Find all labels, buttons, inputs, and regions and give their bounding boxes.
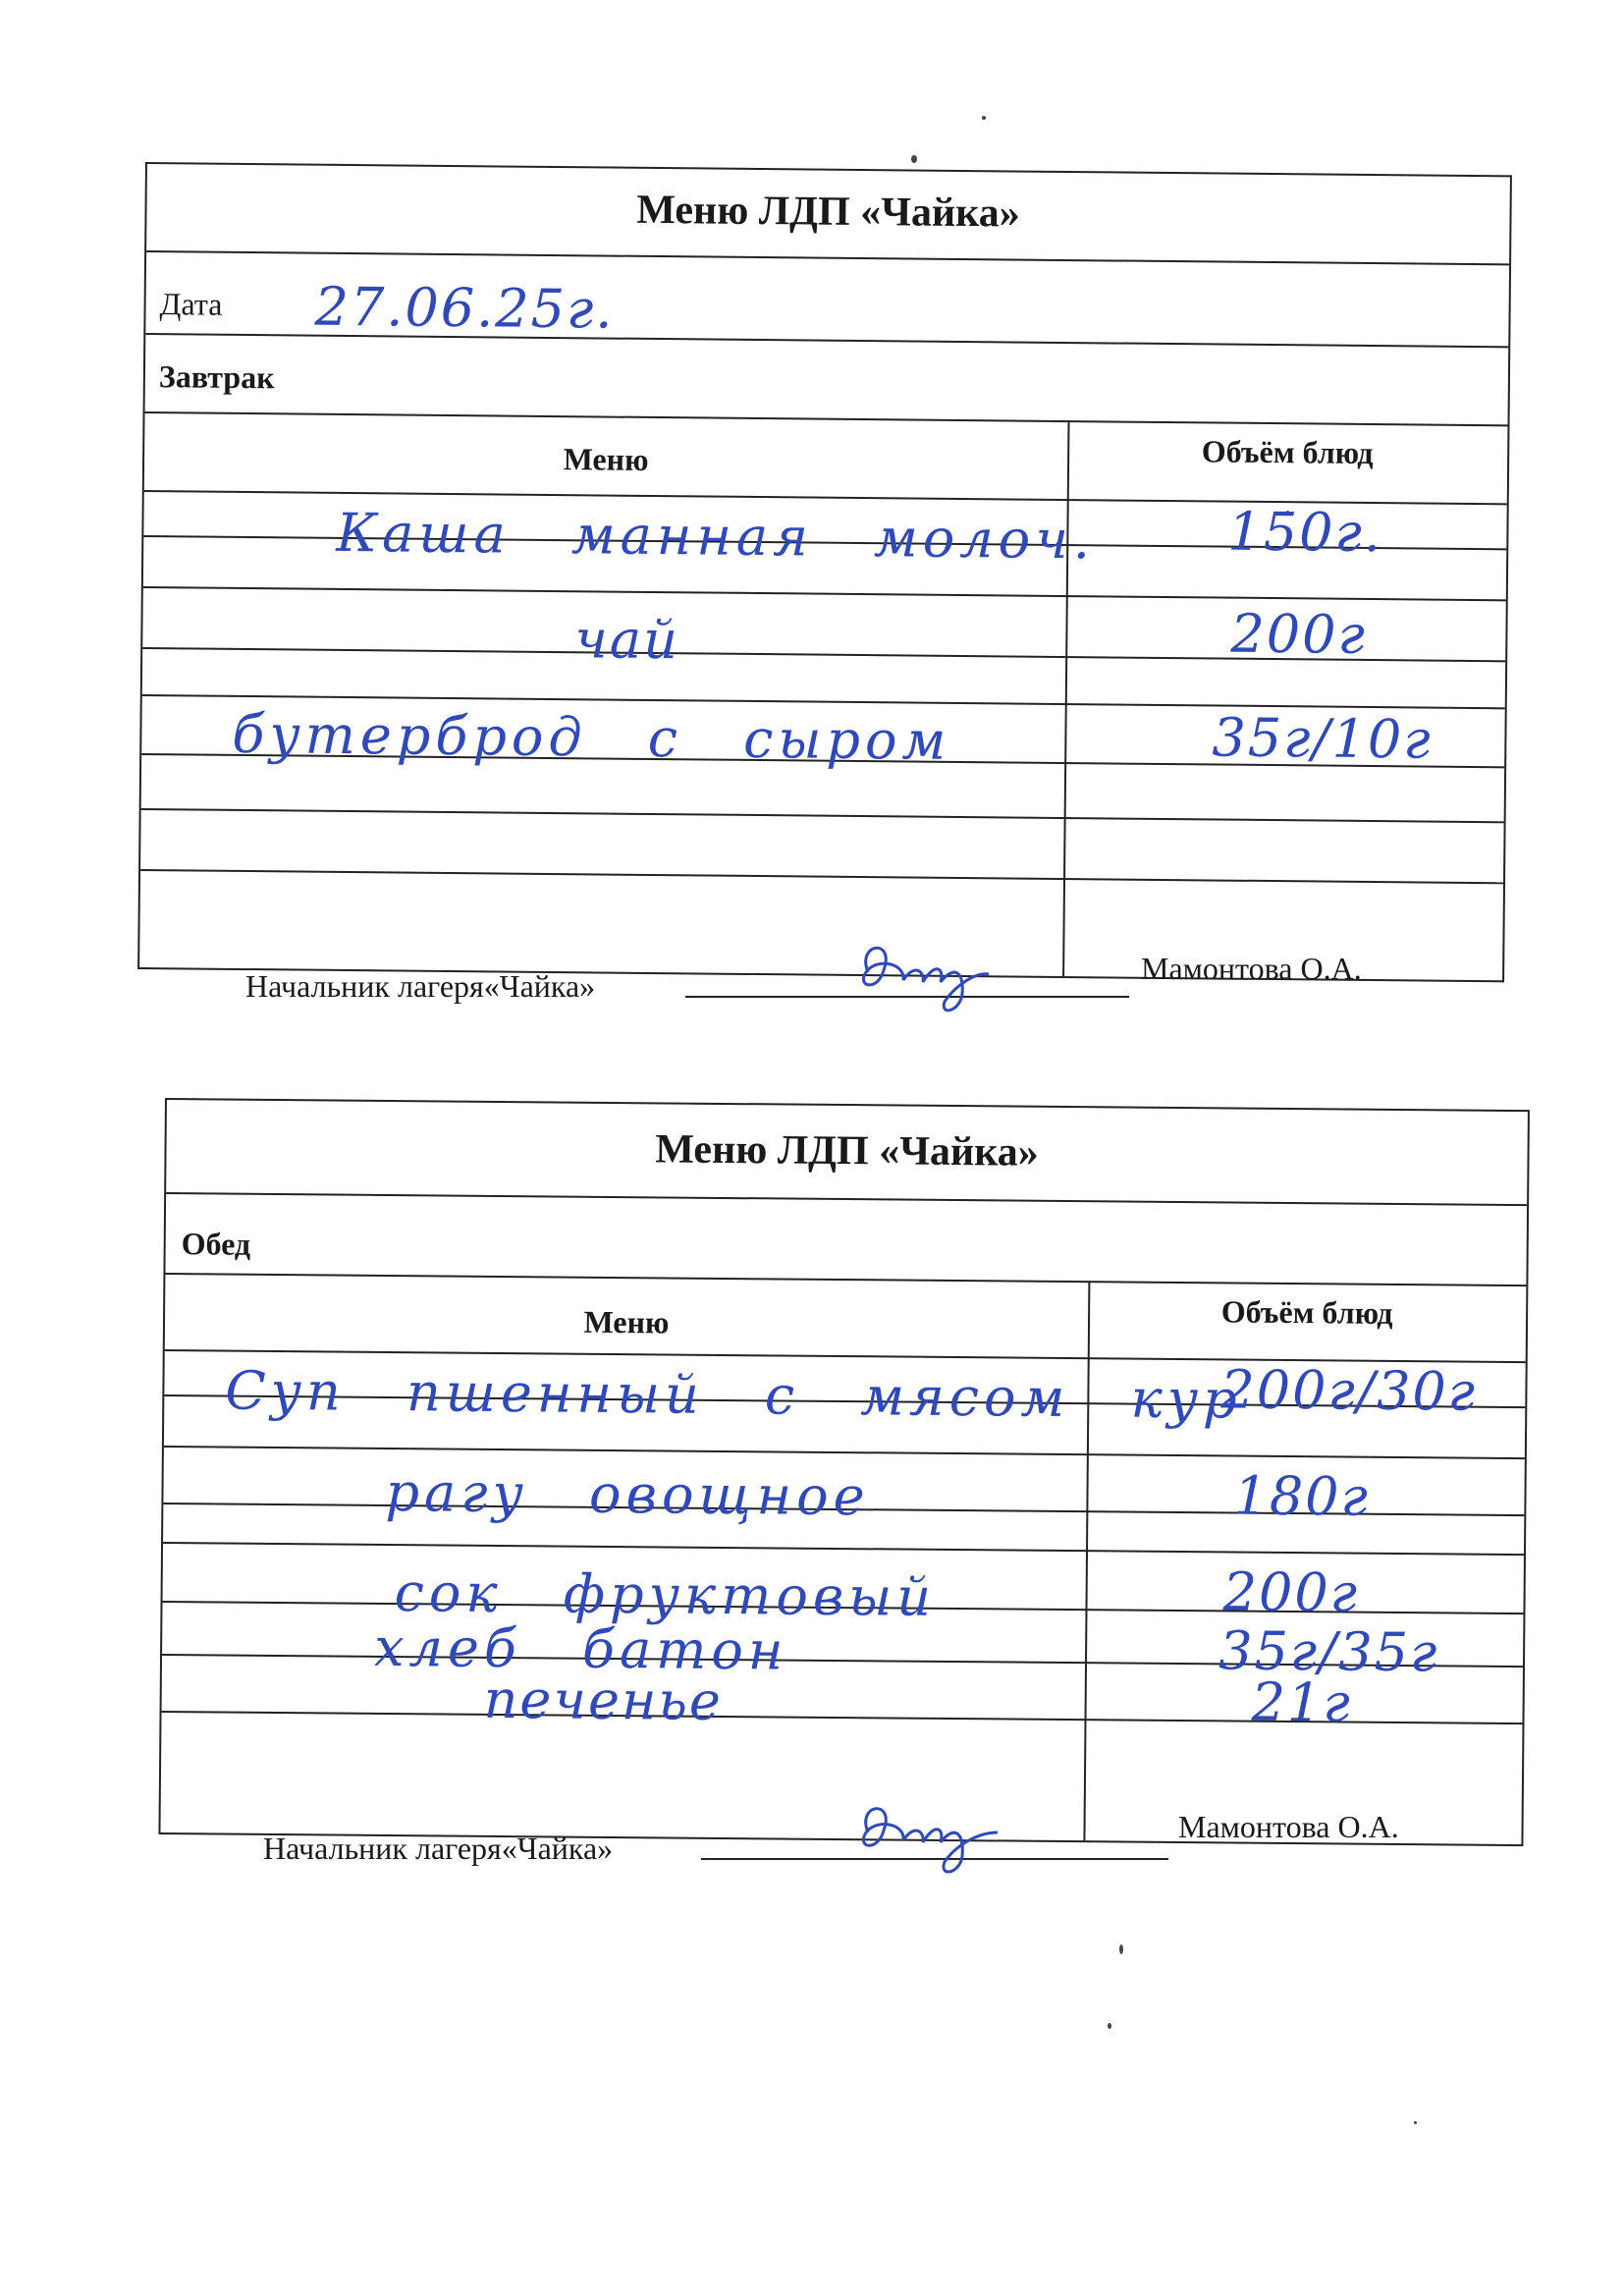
volume-entry: 200г [1222,1560,1360,1624]
row-divider [145,333,1508,348]
dish-entry: Суп пшенный с мясом кур [225,1359,1242,1431]
date-label: Дата [159,286,223,322]
row-divider [165,1273,1526,1286]
scan-speck [1119,1944,1123,1954]
signatory-name: Мамонтова О.А. [1141,951,1362,986]
breakfast-menu-form [137,162,1512,982]
dish-entry: печенье [483,1667,724,1732]
volume-entry: 200г/30г [1220,1358,1478,1423]
volume-entry: 35г/35г [1218,1619,1439,1684]
row-divider [166,1192,1527,1206]
signature-icon [844,1793,1001,1882]
scan-speck [982,116,986,120]
signatory-position: Начальник лагеря«Чайка» [263,1831,614,1866]
column-header-volume: Объём блюд [1220,1293,1393,1331]
scan-speck [911,155,917,163]
volume-entry: 150г. [1227,500,1383,565]
row-divider [164,1446,1525,1459]
signature-icon [846,933,994,1021]
column-header-menu: Меню [583,1303,670,1340]
dish-entry: сок фруктовый [394,1561,937,1628]
column-header-menu: Меню [563,441,649,477]
row-divider [163,1542,1524,1556]
dish-entry: рагу овощное [385,1460,870,1528]
meal-label: Обед [181,1226,251,1262]
meal-label: Завтрак [158,358,275,396]
scan-speck [1414,2121,1417,2124]
volume-entry: 180г [1233,1464,1371,1528]
scan-speck [1108,2023,1111,2029]
row-divider [140,869,1503,884]
date-value: 27.06.25г. [314,275,615,341]
form-title: Меню ЛДП «Чайка» [636,187,1020,237]
dish-entry: Каша манная молоч. [336,501,1096,572]
column-divider [1062,420,1069,976]
volume-entry: 35г/10г [1212,706,1433,771]
signatory-name: Мамонтова О.А. [1178,1809,1399,1844]
column-divider [1083,1281,1090,1840]
form-title: Меню ЛДП «Чайка» [655,1126,1039,1175]
row-divider [146,250,1509,265]
row-divider [141,808,1504,823]
dish-entry: бутерброд с сыром [232,702,951,772]
volume-entry: 21г [1251,1670,1352,1734]
lunch-menu-form [158,1098,1529,1846]
dish-entry: чай [574,608,680,672]
dish-entry: хлеб батон [373,1615,788,1682]
row-divider [143,586,1506,601]
volume-entry: 200г [1230,602,1368,666]
row-divider [145,411,1508,426]
column-header-volume: Объём блюд [1201,433,1374,471]
signatory-position: Начальник лагеря«Чайка» [245,968,596,1004]
